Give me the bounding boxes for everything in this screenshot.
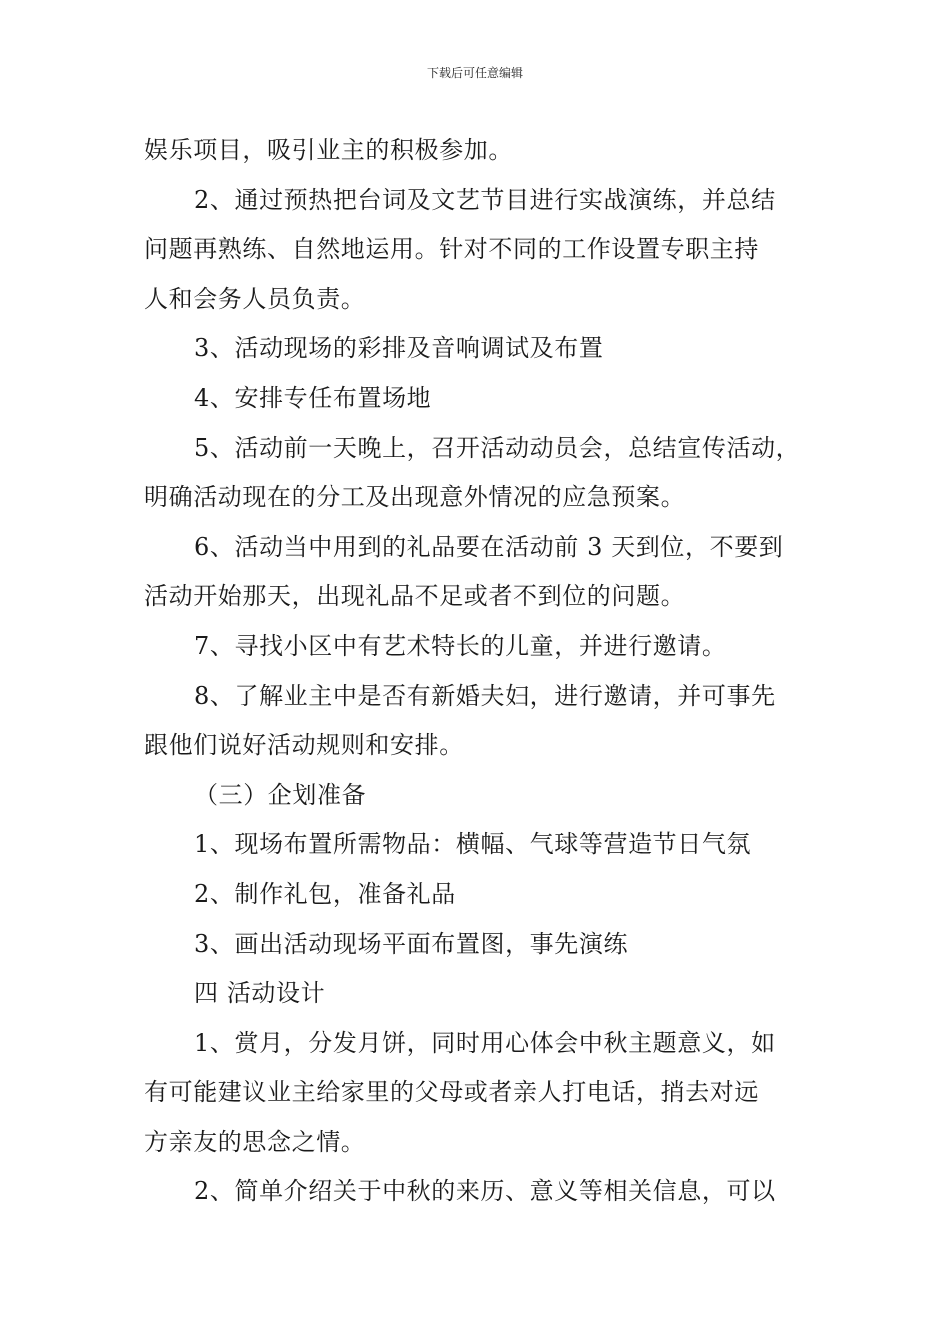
text-line: 5、活动前一天晚上，召开活动动员会，总结宣传活动， bbox=[194, 433, 801, 462]
text-line: 1、现场布置所需物品：横幅、气球等营造节日气氛 bbox=[194, 830, 752, 859]
text-line: 6、活动当中用到的礼品要在活动前 3 天到位，不要到 bbox=[194, 532, 784, 561]
text-line: 8、了解业主中是否有新婚夫妇，进行邀请，并可事先 bbox=[194, 681, 776, 710]
text-line: 7、寻找小区中有艺术特长的儿童，并进行邀请。 bbox=[194, 631, 727, 660]
text-line: 2、制作礼包，准备礼品 bbox=[194, 879, 456, 908]
section-heading: （三）企划准备 bbox=[194, 780, 367, 809]
text-line: 方亲友的思念之情。 bbox=[144, 1127, 366, 1156]
text-line: 人和会务人员负责。 bbox=[144, 284, 366, 313]
text-line: 2、通过预热把台词及文艺节目进行实战演练，并总结 bbox=[194, 185, 776, 214]
text-line: 有可能建议业主给家里的父母或者亲人打电话，捎去对远 bbox=[144, 1078, 759, 1107]
text-line: 活动开始那天，出现礼品不足或者不到位的问题。 bbox=[144, 582, 686, 611]
text-line: 2、简单介绍关于中秋的来历、意义等相关信息，可以 bbox=[194, 1177, 776, 1206]
text-line: 3、画出活动现场平面布置图，事先演练 bbox=[194, 929, 629, 958]
text-line: 1、赏月，分发月饼，同时用心体会中秋主题意义，如 bbox=[194, 1028, 776, 1057]
text-line: 明确活动现在的分工及出现意外情况的应急预案。 bbox=[144, 483, 686, 512]
text-line: 跟他们说好活动规则和安排。 bbox=[144, 731, 464, 760]
page-header: 下载后可任意编辑 bbox=[426, 66, 523, 80]
text-line: 3、活动现场的彩排及音响调试及布置 bbox=[194, 334, 604, 363]
text-line: 4、安排专任布置场地 bbox=[194, 383, 432, 412]
section-heading: 四 活动设计 bbox=[194, 979, 326, 1008]
document-body bbox=[144, 126, 824, 1217]
text-line: 娱乐项目，吸引业主的积极参加。 bbox=[144, 136, 513, 164]
text-line: 问题再熟练、自然地运用。针对不同的工作设置专职主持 bbox=[144, 235, 759, 264]
